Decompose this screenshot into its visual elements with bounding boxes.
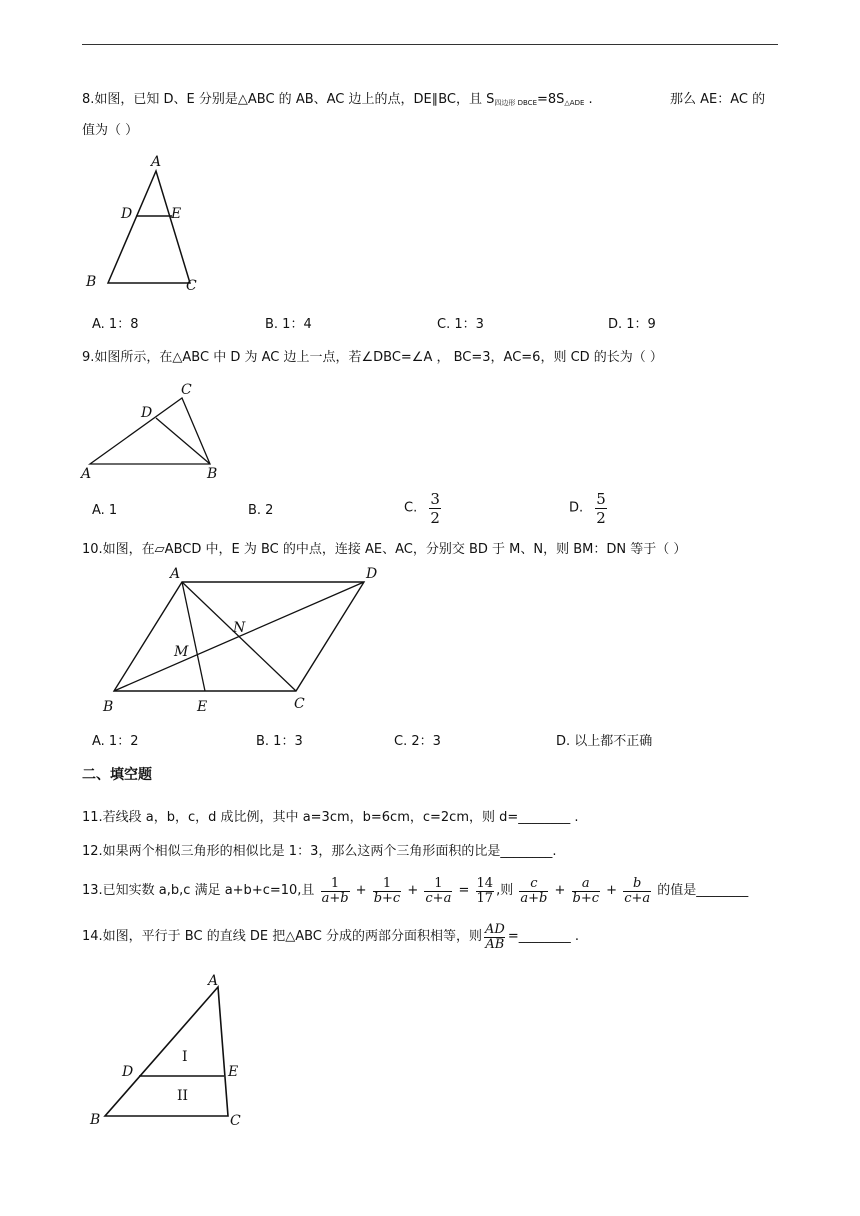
q13-stem bbox=[82, 874, 748, 909]
q9-option-c-fraction bbox=[429, 490, 441, 527]
q9-label-c: C bbox=[181, 382, 192, 398]
q13-fraction-1 bbox=[321, 877, 350, 906]
q13-plus-1: + bbox=[355, 883, 367, 898]
q13-f3-num: 1 bbox=[434, 875, 443, 891]
q8-text-part4: 那么 AE：AC 的 bbox=[670, 92, 766, 107]
q13-g3-num: b bbox=[633, 875, 642, 891]
q13-rhs-num: 14 bbox=[476, 875, 494, 891]
q9-figure bbox=[80, 378, 240, 488]
q8-stem-line2: 值为（ ） bbox=[82, 123, 139, 138]
q13-plus-2: + bbox=[407, 883, 419, 898]
q13-prefix: 13.已知实数 a,b,c 满足 a+b+c=10,且 bbox=[82, 883, 315, 898]
q14-suffix: =________ . bbox=[507, 929, 579, 944]
q9-option-c-label: C. bbox=[404, 500, 418, 516]
q9-option-c[interactable] bbox=[404, 490, 443, 527]
q8-option-c[interactable]: C. 1：3 bbox=[437, 317, 484, 332]
q13-fraction-2 bbox=[373, 877, 402, 906]
q14-label-b: B bbox=[90, 1112, 101, 1128]
q9-label-b: B bbox=[207, 466, 218, 482]
q13-f3-den: c+a bbox=[425, 890, 452, 906]
q10-label-m: M bbox=[174, 644, 189, 660]
q14-label-a: A bbox=[208, 973, 219, 989]
q8-text-part3: . bbox=[584, 92, 593, 107]
q9-option-c-den: 2 bbox=[430, 509, 440, 527]
q10-label-n: N bbox=[233, 620, 246, 636]
q10-label-c: C bbox=[294, 696, 305, 712]
q8-option-b[interactable]: B. 1：4 bbox=[265, 317, 312, 332]
q14-num: AD bbox=[485, 921, 505, 937]
q13-fraction-g2 bbox=[572, 877, 601, 906]
q13-f1-den: a+b bbox=[321, 890, 349, 906]
section-heading-fill-blank: 二、填空题 bbox=[82, 767, 152, 783]
q12-stem: 12.如果两个相似三角形的相似比是 1：3，那么这两个三角形面积的比是________. bbox=[82, 844, 557, 859]
q13-fraction-3 bbox=[424, 877, 452, 906]
q10-diagonal-ac bbox=[182, 582, 296, 691]
q14-label-c: C bbox=[230, 1113, 241, 1129]
q8-text-part2: =8S bbox=[537, 92, 565, 107]
q9-option-d-label: D. bbox=[569, 500, 584, 516]
q8-triangle-abc bbox=[108, 171, 190, 283]
q10-option-c[interactable]: C. 2：3 bbox=[394, 734, 441, 749]
q10-label-e: E bbox=[197, 699, 208, 715]
q9-stem: 9.如图所示，在△ABC 中 D 为 AC 边上一点，若∠DBC=∠A ， BC=3，AC=6，则 CD 的长为（ ） bbox=[82, 350, 663, 365]
q10-option-a[interactable]: A. 1：2 bbox=[92, 734, 139, 749]
q8-label-b: B bbox=[86, 274, 97, 290]
q8-label-e: E bbox=[171, 206, 182, 222]
q8-label-a: A bbox=[151, 154, 162, 170]
q11-stem: 11.若线段 a，b，c，d 成比例，其中 a=3cm，b=6cm，c=2cm，则 d=________ . bbox=[82, 810, 579, 825]
q13-f1-num: 1 bbox=[330, 875, 340, 891]
q8-text-part1: 8.如图，已知 D、E 分别是△ABC 的 AB、AC 边上的点，DE∥BC，且 S bbox=[82, 92, 495, 107]
q14-label-e: E bbox=[228, 1064, 239, 1080]
q10-label-d: D bbox=[366, 566, 378, 582]
q13-suffix: 的值是________ bbox=[657, 883, 749, 898]
q10-label-a: A bbox=[170, 566, 181, 582]
q8-option-d[interactable]: D. 1：9 bbox=[608, 317, 656, 332]
q13-g2-num: a bbox=[581, 875, 590, 891]
q8-subscript-quad: 四边形 DBCE bbox=[494, 99, 537, 107]
q9-option-c-num: 3 bbox=[430, 490, 440, 508]
q13-then: ,则 bbox=[496, 883, 514, 898]
q14-figure bbox=[88, 970, 258, 1135]
q14-stem bbox=[82, 920, 579, 955]
q9-segment-bd bbox=[156, 418, 210, 464]
q13-g2-den: b+c bbox=[572, 890, 600, 906]
q13-f2-den: b+c bbox=[373, 890, 401, 906]
q14-den: AB bbox=[485, 936, 505, 952]
q8-label-c: C bbox=[186, 278, 197, 294]
q13-equals: = bbox=[458, 883, 470, 898]
q10-option-d[interactable]: D. 以上都不正确 bbox=[556, 734, 653, 749]
q10-option-b[interactable]: B. 1：3 bbox=[256, 734, 303, 749]
q9-label-d: D bbox=[141, 405, 153, 421]
q10-figure bbox=[90, 560, 390, 720]
q8-label-d: D bbox=[121, 206, 133, 222]
q13-plus-3: + bbox=[554, 883, 566, 898]
q13-f2-num: 1 bbox=[382, 875, 392, 891]
q14-label-region-ii: II bbox=[177, 1088, 189, 1104]
q14-label-region-i: I bbox=[182, 1049, 188, 1065]
q8-subscript-tri: △ADE bbox=[564, 99, 585, 107]
q13-g1-num: c bbox=[530, 875, 538, 891]
q13-g1-den: a+b bbox=[520, 890, 548, 906]
q9-option-d-num: 5 bbox=[596, 490, 606, 508]
q10-label-b: B bbox=[103, 699, 114, 715]
q14-fraction bbox=[484, 923, 506, 952]
q9-option-a[interactable]: A. 1 bbox=[92, 503, 118, 518]
q13-fraction-rhs bbox=[476, 877, 495, 906]
q9-option-b[interactable]: B. 2 bbox=[248, 503, 274, 518]
q8-stem-line1 bbox=[82, 91, 593, 112]
q14-prefix: 14.如图，平行于 BC 的直线 DE 把△ABC 分成的两部分面积相等，则 bbox=[82, 929, 482, 944]
q13-g3-den: c+a bbox=[624, 890, 651, 906]
q10-stem: 10.如图，在▱ABCD 中，E 为 BC 的中点，连接 AE、AC，分别交 BD 于 M、N，则 BM：DN 等于（ ） bbox=[82, 542, 687, 557]
q10-segment-ae bbox=[182, 582, 205, 691]
q13-plus-4: + bbox=[606, 883, 618, 898]
q9-option-d-fraction bbox=[595, 490, 607, 527]
q8-option-a[interactable]: A. 1：8 bbox=[92, 317, 139, 332]
q13-rhs-den: 17 bbox=[476, 890, 494, 906]
header-rule bbox=[82, 44, 778, 45]
q8-figure bbox=[80, 150, 220, 300]
q14-triangle-abc bbox=[105, 987, 228, 1116]
q13-fraction-g3 bbox=[623, 877, 651, 906]
q9-option-d[interactable] bbox=[569, 490, 609, 527]
q9-option-d-den: 2 bbox=[596, 509, 606, 527]
q13-fraction-g1 bbox=[519, 877, 548, 906]
q14-label-d: D bbox=[122, 1064, 134, 1080]
q9-label-a: A bbox=[81, 466, 92, 482]
